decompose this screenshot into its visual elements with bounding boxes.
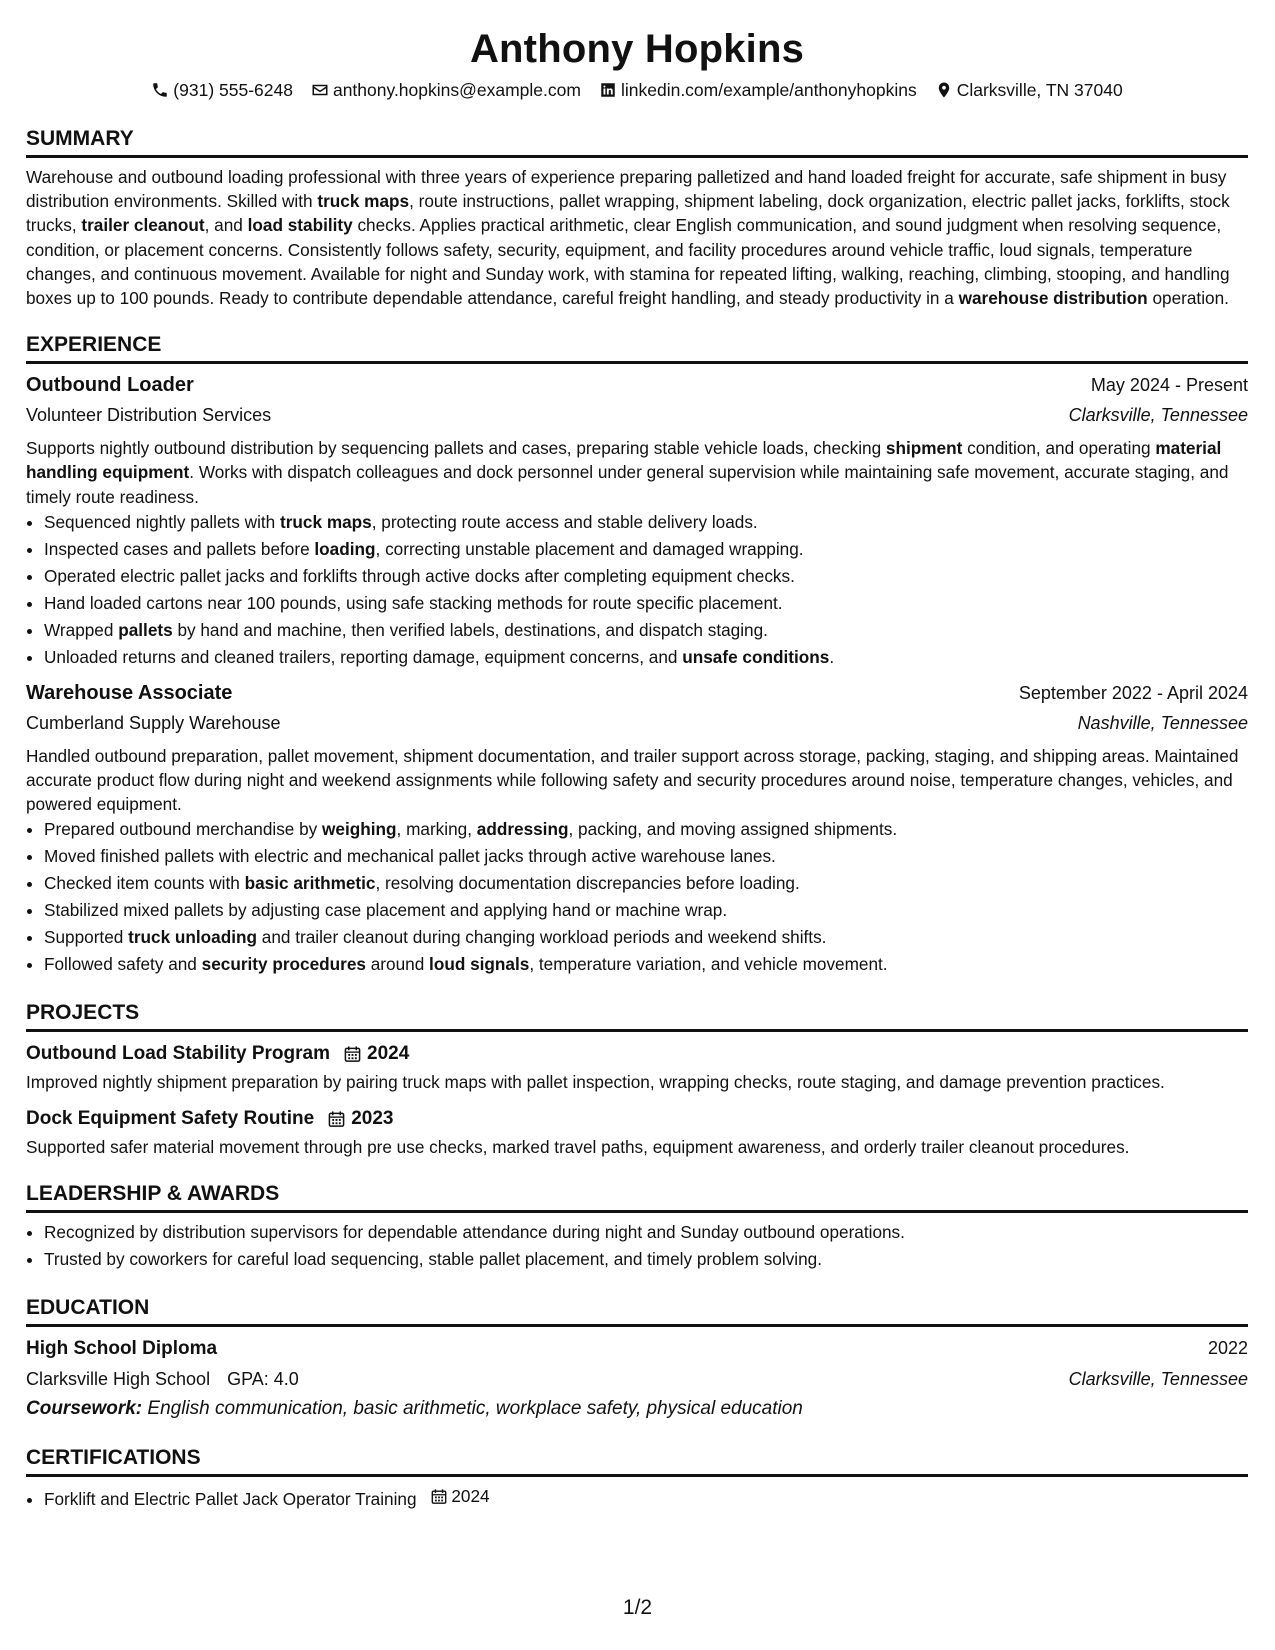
contact-bar [26,76,1248,104]
contact-linkedin[interactable] [599,80,917,101]
text-segment: condition, and operating [962,438,1156,459]
linkedin-link[interactable]: linkedin.com/example/anthonyhopkins [620,79,917,100]
coursework-list: English communication, basic arithmetic, workplace safety, physical education [147,1397,803,1419]
bold-keyword: shipment [885,438,963,459]
coursework [26,1395,1248,1423]
text-segment: , packing, and moving assigned shipments. [568,819,898,840]
job-bullet [44,644,1248,671]
bold-keyword: material handling equipment [26,438,1222,483]
job-bullet [44,897,1248,924]
project-title: Dock Equipment Safety Routine [26,1107,315,1129]
text-segment: by hand and machine, then verified labels, destinations, and dispatch staging. [172,619,768,640]
contact-phone [151,80,293,101]
job-bullet [44,617,1248,644]
bold-keyword: loud signals [429,954,530,975]
school-location: Clarksville, Tennessee [1068,1368,1248,1389]
text-segment: Unloaded returns and cleaned trailers, reporting damage, equipment concerns, and [44,646,683,667]
text-segment: Supports nightly outbound distribution by sequencing pallets and cases, preparing stable vehicle loads, checking [26,438,886,459]
job-bullets [26,816,1248,978]
section-title-experience: EXPERIENCE [26,332,1248,364]
bold-keyword: trailer cleanout [81,215,205,236]
gpa: GPA: 4.0 [227,1368,299,1389]
location-text: Clarksville, TN 37040 [956,79,1123,100]
job-title: Outbound Loader [26,374,194,397]
job-entry [26,371,1248,671]
contact-location [935,80,1123,101]
job-bullet [44,536,1248,563]
bold-keyword: warehouse distribution [958,288,1148,309]
text-segment: , correcting unstable placement and damaged wrapping. [375,538,804,559]
job-dates: September 2022 - April 2024 [1018,682,1248,703]
text-segment: , marking, [396,819,477,840]
leadership-item: • Recognized by distribution supervisors for dependable attendance during night and Sunday outbound operations. [44,1219,1248,1246]
linkedin-icon [599,81,617,99]
project-description: Supported safer material movement through pre use checks, marked travel paths, equipment awareness, and orderly trailer cleanout procedures. [26,1136,1130,1157]
phone-text: (931) 555-6248 [173,79,293,100]
bold-keyword: truck unloading [128,927,257,948]
text-segment: Moved finished pallets with electric and mechanical pallet jacks through active warehouse lanes. [44,846,776,867]
text-segment: Checked item counts with [44,873,245,894]
certifications-list [26,1483,1248,1513]
text-segment: , protecting route access and stable delivery loads. [371,511,758,532]
text-segment: . Works with dispatch colleagues and dock personnel under general supervision while maintaining safe movement, accurate staging, and timely route readiness. [26,462,1229,507]
candidate-name: Anthony Hopkins [469,27,805,71]
job-bullet [44,816,1248,843]
contact-email[interactable] [311,80,581,101]
job-bullets [26,509,1248,671]
text-segment: Hand loaded cartons near 100 pounds, using safe stacking methods for route specific placement. [44,592,783,613]
project-description: Improved nightly shipment preparation by pairing truck maps with pallet inspection, wrapping checks, route staging, and damage prevention practices. [26,1072,1165,1093]
text-segment: operation. [1147,288,1229,309]
project-year: 2024 [367,1043,410,1065]
certification-year: 2024 [451,1485,490,1506]
job-bullet [44,590,1248,617]
certification-name: Forklift and Electric Pallet Jack Operator Training [44,1488,417,1509]
summary-paragraph [26,165,1248,310]
job-bullet [44,509,1248,536]
text-segment: , temperature variation, and vehicle movement. [529,954,888,975]
calendar-icon [431,1488,447,1505]
job-description [26,744,1248,817]
job-location: Nashville, Tennessee [1077,712,1248,733]
job-bullet [44,924,1248,951]
text-segment: Supported [44,927,129,948]
job-bullet [44,563,1248,590]
project-entry [26,1040,1248,1094]
calendar-icon [328,1110,345,1128]
envelope-icon [311,81,329,99]
job-company: Cumberland Supply Warehouse [26,712,281,733]
school-name: Clarksville High School [26,1368,211,1389]
map-pin-icon [935,81,953,99]
text-segment: Operated electric pallet jacks and forklifts through active docks after completing equipment checks. [44,565,795,586]
section-title-education: EDUCATION [26,1295,1248,1327]
job-bullet [44,843,1248,870]
phone-icon [151,81,169,99]
project-entry [26,1105,1248,1159]
leadership-item: • Trusted by coworkers for careful load sequencing, stable pallet placement, and timely problem solving. [44,1246,1248,1273]
text-segment: Warehouse and outbound loading professional with three years of experience preparing palletized and hand loaded freight for accurate, safe shipment in busy distribution environments. Skilled with [26,167,1227,212]
certification-year-group [431,1483,489,1510]
text-segment: , route instructions, pallet wrapping, shipment labeling, dock organization, electric pallet jacks, forklifts, stock trucks, [26,191,1230,236]
education-year: 2022 [1207,1337,1248,1358]
calendar-icon [344,1045,361,1063]
certification-item [44,1483,1248,1513]
bold-keyword: basic arithmetic [244,873,376,894]
coursework-label: Coursework: [26,1397,143,1419]
project-year-group [328,1105,393,1133]
bold-keyword: pallets [118,619,173,640]
job-description [26,436,1248,509]
degree-title: High School Diploma [26,1337,218,1359]
page-number: 1/2 [622,1596,653,1619]
job-title: Warehouse Associate [26,681,233,704]
job-dates: May 2024 - Present [1090,375,1248,396]
job-bullet [44,870,1248,897]
text-segment: Prepared outbound merchandise by [44,819,323,840]
text-segment: Followed safety and [44,954,202,975]
text-segment: Sequenced nightly pallets with [44,511,281,532]
text-segment: . [829,646,835,667]
text-segment: Inspected cases and pallets before [44,538,315,559]
bold-keyword: truck maps [317,191,410,212]
section-title-projects: PROJECTS [26,1000,1248,1032]
resume-page [26,0,1248,1513]
text-segment: checks. Applies practical arithmetic, clear English communication, and sound judgment when resolving sequence, condition, or placement concerns. Consistently follows safety, security, equipment, and facility procedures around vehicle traffic, loud signals, temperature changes, and continuous movement. Available for night and Sunday work, with stamina for repeated lifting, walking, reaching, climbing, stooping, and handling boxes up to 100 pounds. Ready to contribute dependable attendance, careful freight handling, and steady productivity in a [26,215,1230,309]
section-title-summary: SUMMARY [26,126,1248,158]
text-segment: Handled outbound preparation, pallet movement, shipment documentation, and trailer support across storage, packing, staging, and shipping areas. Maintained accurate product flow during night and weekend assignments while following safety and security procedures around noise, temperature changes, vehicles, and powered equipment. [26,745,1239,815]
leadership-list [26,1219,1248,1273]
section-title-leadership: LEADERSHIP & AWARDS [26,1181,1248,1213]
bold-keyword: weighing [322,819,397,840]
bold-keyword: load stability [247,215,353,236]
bold-keyword: truck maps [280,511,372,532]
text-segment: and trailer cleanout during changing workload periods and weekend shifts. [257,927,827,948]
text-segment: , resolving documentation discrepancies before loading. [375,873,800,894]
bold-keyword: loading [314,538,376,559]
text-segment: around [365,954,430,975]
text-segment: Stabilized mixed pallets by adjusting case placement and applying hand or machine wrap. [44,900,728,921]
section-title-certifications: CERTIFICATIONS [26,1445,1248,1477]
job-entry [26,679,1248,979]
text-segment: Wrapped [44,619,119,640]
text-segment: , and [204,215,248,236]
bold-keyword: addressing [476,819,569,840]
project-title: Outbound Load Stability Program [26,1043,330,1065]
education-entry [26,1334,1248,1423]
project-year-group [344,1040,409,1068]
bold-keyword: security procedures [201,954,366,975]
bold-keyword: unsafe conditions [682,646,830,667]
job-bullet [44,951,1248,978]
job-location: Clarksville, Tennessee [1068,405,1248,426]
project-year: 2023 [351,1107,394,1129]
job-company: Volunteer Distribution Services [26,405,272,426]
email-link[interactable]: anthony.hopkins@example.com [332,79,581,100]
